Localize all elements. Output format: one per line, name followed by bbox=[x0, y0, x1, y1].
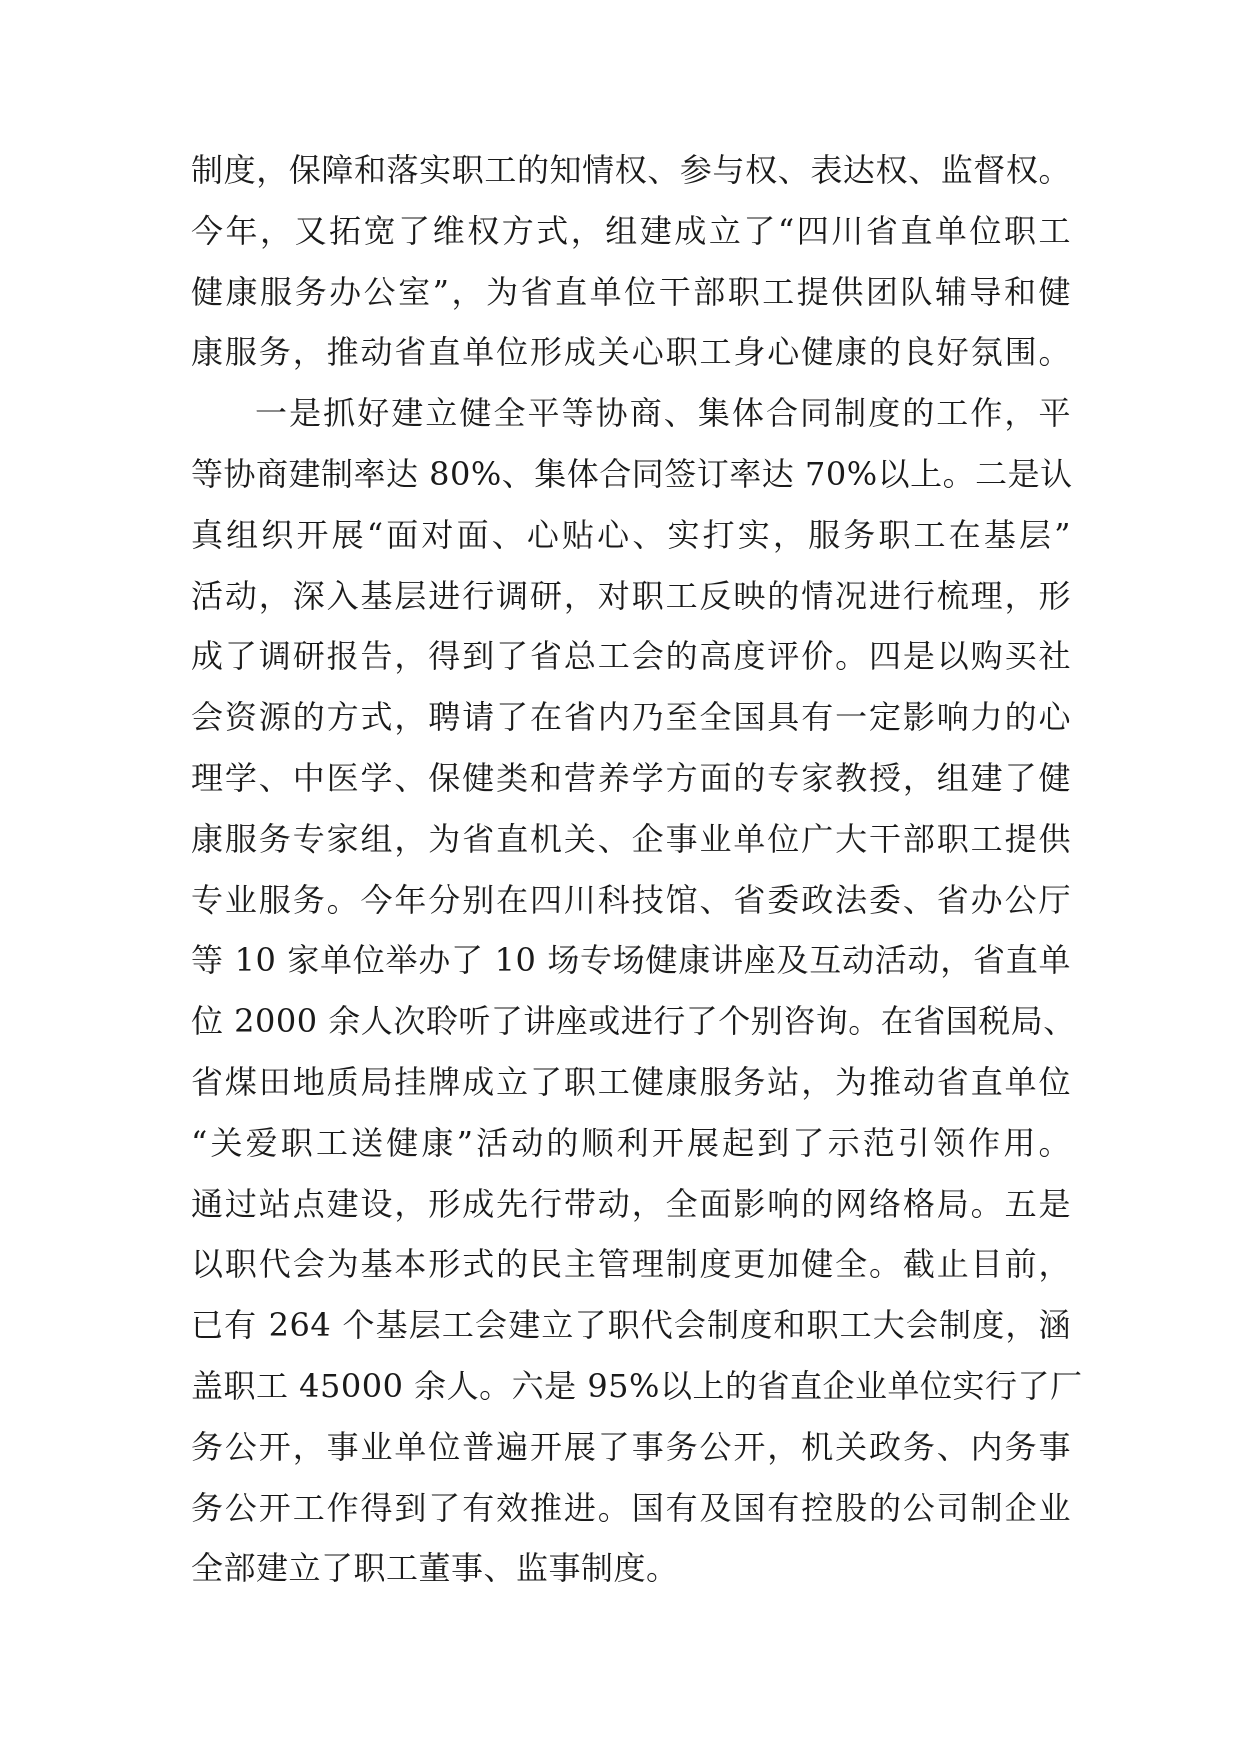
text-line: 会资源的方式，聘请了在省内乃至全国具有一定影响力的心 bbox=[191, 698, 1071, 737]
text-line: 康服务，推动省直单位形成关心职工身心健康的良好氛围。 bbox=[191, 333, 1071, 372]
text-line: 以职代会为基本形式的民主管理制度更加健全。截止目前， bbox=[191, 1245, 1071, 1284]
text-line: 一是抓好建立健全平等协商、集体合同制度的工作，平 bbox=[255, 394, 1071, 433]
text-line: 今年，又拓宽了维权方式，组建成立了“四川省直单位职工 bbox=[191, 211, 1071, 250]
text-line: 健康服务办公室”，为省直单位干部职工提供团队辅导和健 bbox=[191, 272, 1071, 311]
text-line: 等协商建制率达 80%、集体合同签订率达 70%以上。二是认 bbox=[191, 454, 1073, 493]
text-line: 盖职工 45000 余人。六是 95%以上的省直企业单位实行了厂 bbox=[191, 1366, 1083, 1405]
text-line: 通过站点建设，形成先行带动，全面影响的网络格局。五是 bbox=[191, 1184, 1071, 1223]
text-line: 专业服务。今年分别在四川科技馆、省委政法委、省办公厅 bbox=[191, 880, 1071, 919]
body-text bbox=[191, 140, 1083, 1599]
text-line: 制度，保障和落实职工的知情权、参与权、表达权、监督权。 bbox=[191, 151, 1071, 189]
text-line: 省煤田地质局挂牌成立了职工健康服务站，为推动省直单位 bbox=[191, 1062, 1071, 1101]
text-line: 务公开工作得到了有效推进。国有及国有控股的公司制企业 bbox=[191, 1488, 1071, 1527]
text-line: “关爱职工送健康”活动的顺利开展起到了示范引领作用。 bbox=[191, 1123, 1071, 1162]
text-line: 务公开，事业单位普遍开展了事务公开，机关政务、内务事 bbox=[191, 1427, 1071, 1466]
text-line: 全部建立了职工董事、监事制度。 bbox=[191, 1549, 679, 1588]
text-line: 真组织开展“面对面、心贴心、实打实，服务职工在基层” bbox=[191, 515, 1071, 554]
text-line: 理学、中医学、保健类和营养学方面的专家教授，组建了健 bbox=[191, 758, 1071, 797]
text-line: 活动，深入基层进行调研，对职工反映的情况进行梳理，形 bbox=[191, 576, 1071, 615]
text-line: 康服务专家组，为省直机关、企事业单位广大干部职工提供 bbox=[191, 819, 1071, 858]
text-line: 位 2000 余人次聆听了讲座或进行了个别咨询。在省国税局、 bbox=[191, 1002, 1076, 1041]
text-line: 成了调研报告，得到了省总工会的高度评价。四是以购买社 bbox=[191, 637, 1071, 676]
text-line: 已有 264 个基层工会建立了职代会制度和职工大会制度，涵 bbox=[191, 1306, 1071, 1345]
text-line: 等 10 家单位举办了 10 场专场健康讲座及互动活动，省直单 bbox=[191, 941, 1071, 980]
